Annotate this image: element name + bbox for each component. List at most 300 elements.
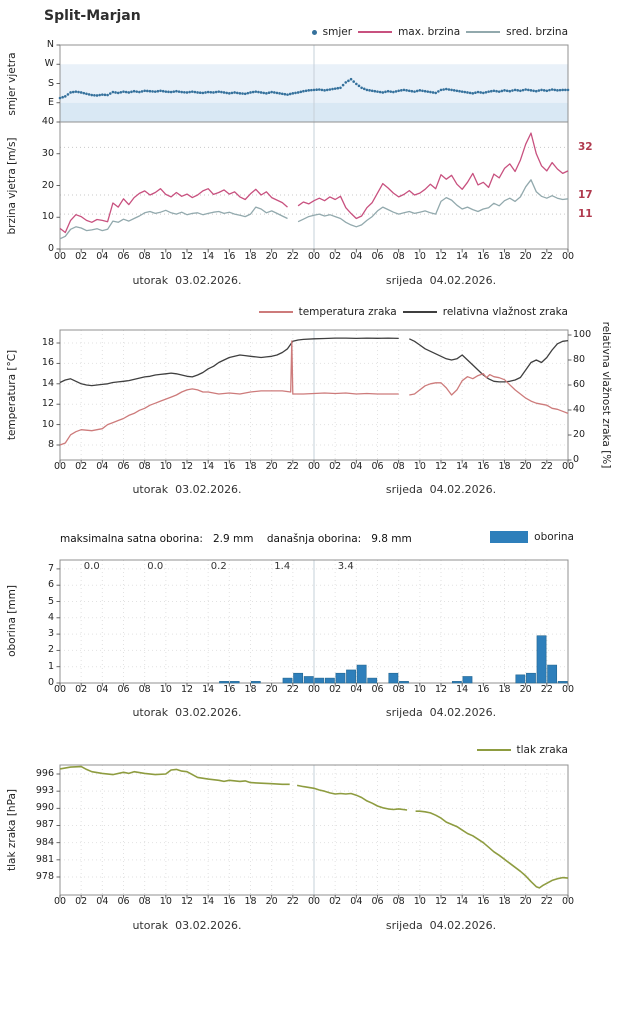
oborina-bar xyxy=(230,681,239,683)
hour-tick-label: 04 xyxy=(96,896,109,907)
hour-tick-label: 06 xyxy=(117,896,130,907)
hour-tick-label: 22 xyxy=(540,896,553,907)
hour-tick-label: 00 xyxy=(307,461,321,472)
hour-tick-label: 10 xyxy=(413,684,426,695)
precip-tick-label: 2 xyxy=(47,644,54,656)
hour-tick-label: 18 xyxy=(244,896,257,907)
hum-axis-title: relativna vlažnost zraka [%] xyxy=(600,321,612,469)
hour-tick-label: 14 xyxy=(202,896,215,907)
smjer-dot xyxy=(355,83,358,86)
smjer-dot xyxy=(268,91,271,94)
hour-tick-label: 00 xyxy=(561,461,575,472)
smjer-dot xyxy=(244,92,247,95)
smjer-dot xyxy=(104,94,107,97)
smjer-dot xyxy=(210,91,213,94)
smjer-dot xyxy=(490,90,493,93)
hour-tick-label: 16 xyxy=(223,461,236,472)
smjer-dot xyxy=(482,92,485,95)
smjer-dot xyxy=(265,92,268,95)
pressure-axis-title: tlak zraka [hPa] xyxy=(6,789,18,871)
hour-tick-label: 02 xyxy=(329,684,342,695)
smjer-dot xyxy=(323,89,326,92)
hum-tick-label: 40 xyxy=(573,404,586,415)
smjer-dot xyxy=(270,91,273,94)
smjer-dot xyxy=(170,91,173,94)
smjer-dot xyxy=(67,93,70,96)
hour-tick-label: 02 xyxy=(329,461,342,472)
smjer-dot xyxy=(120,91,123,94)
oborina-bar xyxy=(399,681,408,683)
smjer-dot xyxy=(294,92,297,95)
hour-tick-label: 20 xyxy=(265,896,278,907)
smjer-dot xyxy=(273,91,276,94)
smjer-dot xyxy=(159,89,162,92)
hour-tick-label: 18 xyxy=(244,461,257,472)
smjer-dot xyxy=(548,89,551,92)
smjer-dot xyxy=(424,90,427,93)
smjer-dot xyxy=(207,91,210,94)
precip-today-value: 9.8 mm xyxy=(371,533,412,545)
smjer-dot xyxy=(180,91,183,94)
smjer-dot xyxy=(133,90,136,93)
oborina-bar xyxy=(463,676,472,683)
smjer-dot xyxy=(112,91,115,94)
hour-tick-label: 00 xyxy=(307,684,321,695)
hour-tick-label: 12 xyxy=(434,461,448,472)
hour-tick-label: 00 xyxy=(53,684,67,695)
hour-tick-label: 06 xyxy=(117,251,130,262)
precip-tick-label: 6 xyxy=(47,579,54,591)
smjer-dot xyxy=(448,88,451,91)
smjer-dot xyxy=(194,91,197,94)
smjer-dot xyxy=(217,90,220,93)
dir-tick-label: N xyxy=(46,39,54,50)
hour-tick-label: 22 xyxy=(286,461,299,472)
smjer-dot xyxy=(178,90,181,93)
smjer-dot xyxy=(403,89,406,92)
smjer-dot xyxy=(384,91,387,94)
hour-tick-label: 20 xyxy=(265,684,278,695)
hum-tick-label: 60 xyxy=(573,379,586,390)
smjer-dot xyxy=(456,89,459,92)
hour-tick-label: 18 xyxy=(498,251,511,262)
smjer-dot xyxy=(233,91,236,94)
smjer-dot xyxy=(101,93,104,96)
precip-legend-label: oborina xyxy=(534,531,574,543)
smjer-dot xyxy=(313,89,316,92)
hour-tick-label: 22 xyxy=(286,684,299,695)
hour-tick-label: 00 xyxy=(307,251,321,262)
smjer-dot xyxy=(127,91,130,94)
smjer-dot xyxy=(59,97,62,100)
precip-tick-label: 3 xyxy=(47,628,54,640)
precip-stats xyxy=(60,533,412,545)
smjer-dot xyxy=(479,91,482,94)
smjer-dot xyxy=(469,92,472,95)
smjer-dot xyxy=(223,91,226,94)
smjer-dot xyxy=(236,92,239,95)
smjer-dot xyxy=(83,92,86,95)
smjer-dot xyxy=(535,90,538,93)
max-brzina-line-icon xyxy=(358,31,392,33)
smjer-dot xyxy=(239,92,242,95)
hour-tick-label: 10 xyxy=(413,461,426,472)
smjer-dot xyxy=(167,91,170,94)
dir-tick-label: S xyxy=(47,77,54,89)
smjer-dot xyxy=(228,92,231,95)
smjer-dot xyxy=(516,89,519,92)
smjer-dot xyxy=(143,89,146,92)
hour-tick-label: 08 xyxy=(138,461,151,472)
smjer-dot xyxy=(389,90,392,93)
smjer-dot xyxy=(334,87,337,90)
smjer-dot xyxy=(498,90,501,93)
hour-tick-label: 20 xyxy=(265,461,278,472)
wind-legend-smjer: smjer xyxy=(322,26,353,38)
pressure-tick-label: 984 xyxy=(35,836,54,848)
temp-tick-label: 12 xyxy=(41,398,54,410)
wind-legend-sred: sred. brzina xyxy=(506,26,568,38)
pressure-tick-label: 981 xyxy=(35,853,54,865)
smjer-dot xyxy=(215,91,218,94)
temp-tick-label: 18 xyxy=(41,337,54,348)
oborina-bar xyxy=(283,678,292,683)
oborina-bar xyxy=(548,665,557,683)
smjer-dot xyxy=(225,92,228,95)
smjer-dot xyxy=(286,93,289,96)
wind-legend-max: max. brzina xyxy=(398,26,461,38)
hour-tick-label: 10 xyxy=(159,684,172,695)
hour-tick-label: 04 xyxy=(96,684,109,695)
smjer-dot xyxy=(400,89,403,92)
smjer-dot xyxy=(437,90,440,93)
precip-tick-label: 1 xyxy=(47,660,54,672)
smjer-dot xyxy=(352,80,355,83)
smjer-dot xyxy=(434,92,437,95)
smjer-dot xyxy=(397,89,400,92)
smjer-dot xyxy=(220,91,223,94)
temp-legend xyxy=(259,306,568,318)
smjer-dot xyxy=(379,91,382,94)
smjer-dot xyxy=(117,92,120,95)
smjer-dot xyxy=(413,90,416,93)
smjer-dot xyxy=(122,90,125,93)
hum-tick-label: 0 xyxy=(573,454,580,465)
smjer-dot xyxy=(440,89,443,92)
hour-tick-label: 16 xyxy=(477,896,490,907)
smjer-dot xyxy=(411,90,414,93)
smjer-dot xyxy=(212,91,215,94)
smjer-dot xyxy=(501,90,504,93)
hour-tick-label: 14 xyxy=(202,251,215,262)
hour-tick-label: 12 xyxy=(434,684,448,695)
smjer-dot xyxy=(474,91,477,94)
smjer-dot xyxy=(276,92,279,95)
smjer-dot xyxy=(64,95,67,98)
smjer-dot xyxy=(344,81,347,84)
smjer-dot xyxy=(106,94,109,97)
date-label-day2: srijeda 04.02.2026. xyxy=(385,919,497,932)
smjer-dot xyxy=(315,88,318,91)
smjer-dot xyxy=(175,90,178,93)
smjer-dot xyxy=(524,88,527,91)
hour-tick-label: 00 xyxy=(561,896,575,907)
hour-tick-label: 06 xyxy=(371,461,384,472)
smjer-dot xyxy=(429,91,432,94)
dir-axis-title: smjer vjetra xyxy=(6,52,18,116)
date-label-day1: utorak 03.02.2026. xyxy=(132,919,242,932)
smjer-dot xyxy=(514,89,517,92)
wind-legend xyxy=(312,26,568,38)
smjer-dot xyxy=(493,89,496,92)
smjer-dot xyxy=(477,91,480,94)
pressure-tick-label: 987 xyxy=(35,819,54,831)
hour-tick-label: 14 xyxy=(456,896,469,907)
oborina-bar xyxy=(558,681,567,683)
smjer-dot xyxy=(331,88,334,91)
hour-tick-label: 00 xyxy=(53,251,67,262)
smjer-dot xyxy=(262,92,265,95)
smjer-dot xyxy=(519,89,522,92)
smjer-dot xyxy=(339,86,342,89)
oborina-bar xyxy=(389,673,398,683)
hour-tick-label: 02 xyxy=(329,896,342,907)
hour-tick-label: 10 xyxy=(413,251,426,262)
hour-tick-label: 04 xyxy=(350,461,363,472)
smjer-dot xyxy=(360,86,363,89)
smjer-dot xyxy=(453,89,456,92)
smjer-dot xyxy=(527,89,530,92)
smjer-dot xyxy=(204,91,207,94)
temp-legend-temp: temperatura zraka xyxy=(298,306,397,318)
smjer-dot xyxy=(487,90,490,93)
smjer-dot xyxy=(130,91,133,94)
hour-tick-label: 02 xyxy=(75,896,88,907)
hour-tick-label: 02 xyxy=(75,461,88,472)
smjer-dot xyxy=(297,91,300,94)
hour-tick-label: 20 xyxy=(519,461,532,472)
smjer-dot xyxy=(149,90,152,93)
smjer-dot xyxy=(247,92,250,95)
hour-tick-label: 10 xyxy=(159,461,172,472)
smjer-dot xyxy=(135,90,138,93)
hour-tick-label: 08 xyxy=(138,251,151,262)
smjer-dot xyxy=(366,89,369,92)
pressure-tick-label: 990 xyxy=(35,802,54,814)
wind-ref-label: 17 xyxy=(578,188,593,201)
hour-tick-label: 04 xyxy=(350,684,363,695)
smjer-dot xyxy=(196,91,199,94)
smjer-dot xyxy=(556,89,559,92)
smjer-dot xyxy=(305,89,308,92)
smjer-dot xyxy=(88,93,91,96)
smjer-dot xyxy=(347,80,350,83)
smjer-dot xyxy=(485,91,488,94)
smjer-dot xyxy=(395,90,398,93)
smjer-dot xyxy=(368,89,371,92)
smjer-dot xyxy=(252,91,255,94)
precip-tick-label: 0 xyxy=(47,677,54,688)
temp-legend-hum: relativna vlažnost zraka xyxy=(442,306,568,318)
date-label-day1: utorak 03.02.2026. xyxy=(132,706,242,719)
hour-tick-label: 22 xyxy=(286,896,299,907)
hour-tick-label: 14 xyxy=(456,251,469,262)
precip-axis-title: oborina [mm] xyxy=(6,585,18,657)
smjer-dot xyxy=(165,90,168,93)
smjer-dot xyxy=(506,89,509,92)
hour-tick-label: 04 xyxy=(350,251,363,262)
dir-tick-label: W xyxy=(44,58,54,70)
smjer-dot xyxy=(551,88,554,91)
date-label-day2: srijeda 04.02.2026. xyxy=(385,706,497,719)
temperatura-line-icon xyxy=(259,311,293,313)
smjer-dot xyxy=(432,91,435,94)
hour-tick-label: 02 xyxy=(329,251,342,262)
hour-tick-label: 22 xyxy=(540,684,553,695)
smjer-dot xyxy=(466,91,469,94)
hour-tick-label: 06 xyxy=(371,251,384,262)
smjer-dot xyxy=(154,90,157,93)
smjer-dot xyxy=(503,89,506,92)
wind-ref-label: 11 xyxy=(578,207,593,220)
pressure-tick-label: 996 xyxy=(35,768,54,779)
smjer-dot xyxy=(109,92,112,95)
hour-tick-label: 08 xyxy=(392,684,405,695)
hour-tick-label: 00 xyxy=(561,684,575,695)
hour-tick-label: 16 xyxy=(477,684,490,695)
speed-tick-label: 0 xyxy=(47,243,54,254)
oborina-bar xyxy=(526,673,535,683)
smjer-dot xyxy=(186,91,189,94)
hour-tick-label: 20 xyxy=(519,251,532,262)
speed-tick-label: 40 xyxy=(41,116,54,127)
smjer-dot xyxy=(342,84,345,87)
hour-tick-label: 08 xyxy=(392,896,405,907)
smjer-dot xyxy=(405,89,408,92)
hum-tick-label: 20 xyxy=(573,429,586,440)
smjer-dot xyxy=(191,90,194,93)
smjer-dot xyxy=(93,94,96,97)
hour-tick-label: 16 xyxy=(477,251,490,262)
smjer-dot xyxy=(292,92,295,95)
smjer-dot xyxy=(321,89,324,92)
smjer-dot xyxy=(564,89,567,92)
precip-annotation: 0.0 xyxy=(147,561,164,572)
smjer-dot xyxy=(416,90,419,93)
oborina-bar xyxy=(537,636,546,683)
hour-tick-label: 18 xyxy=(498,461,511,472)
oborina-bar xyxy=(336,673,345,683)
hour-tick-label: 10 xyxy=(159,251,172,262)
smjer-dot xyxy=(546,89,549,92)
date-label-day1: utorak 03.02.2026. xyxy=(132,483,242,496)
smjer-dot xyxy=(310,89,313,92)
smjer-dot xyxy=(284,93,287,96)
smjer-dot xyxy=(543,89,546,92)
oborina-bar xyxy=(315,678,324,683)
hour-tick-label: 08 xyxy=(392,251,405,262)
smjer-dot xyxy=(450,89,453,92)
pressure-tick-label: 993 xyxy=(35,785,54,797)
temp-axis-title: temperatura [°C] xyxy=(6,349,18,441)
hour-tick-label: 00 xyxy=(53,896,67,907)
hour-tick-label: 18 xyxy=(498,684,511,695)
date-label-day2: srijeda 04.02.2026. xyxy=(385,483,497,496)
smjer-dot xyxy=(188,91,191,94)
smjer-dot xyxy=(85,92,88,95)
smjer-dot xyxy=(278,92,281,95)
hour-tick-label: 14 xyxy=(456,684,469,695)
smjer-dot xyxy=(257,91,260,94)
tlak-line-icon xyxy=(477,749,511,751)
sred-brzina-line-icon xyxy=(466,31,500,33)
smjer-dot xyxy=(80,91,83,94)
smjer-dot xyxy=(231,92,234,95)
hour-tick-label: 12 xyxy=(180,684,194,695)
smjer-dot xyxy=(69,91,72,94)
hour-tick-label: 08 xyxy=(138,684,151,695)
hour-tick-label: 14 xyxy=(202,684,215,695)
smjer-dot xyxy=(471,92,474,95)
speed-tick-label: 20 xyxy=(41,179,54,191)
smjer-dot xyxy=(392,91,395,94)
hour-tick-label: 12 xyxy=(180,461,194,472)
smjer-dot xyxy=(162,90,165,93)
precip-max-label: maksimalna satna oborina: xyxy=(60,533,203,545)
hour-tick-label: 06 xyxy=(117,684,130,695)
hum-tick-label: 100 xyxy=(573,329,592,340)
smjer-dot xyxy=(421,89,424,92)
smjer-dot xyxy=(72,91,75,94)
smjer-dot xyxy=(508,90,511,93)
page-title: Split-Marjan xyxy=(44,8,141,24)
smjer-dot xyxy=(307,89,310,92)
oborina-bar xyxy=(294,673,303,683)
hour-tick-label: 14 xyxy=(456,461,469,472)
smjer-dot xyxy=(376,90,379,93)
smjer-dot xyxy=(540,89,543,92)
smjer-dot xyxy=(146,90,149,93)
hour-tick-label: 08 xyxy=(138,896,151,907)
smjer-dot xyxy=(561,89,564,92)
hour-tick-label: 16 xyxy=(223,684,236,695)
precip-annotation: 0.0 xyxy=(83,561,100,572)
smjer-dot xyxy=(61,96,64,99)
oborina-swatch-icon xyxy=(490,531,528,543)
hour-tick-label: 22 xyxy=(540,251,553,262)
hum-tick-label: 80 xyxy=(573,354,586,365)
smjer-dot xyxy=(199,91,202,94)
smjer-dot xyxy=(337,87,340,90)
smjer-dot xyxy=(419,89,422,92)
speed-tick-label: 10 xyxy=(41,211,54,223)
smjer-dot xyxy=(326,89,329,92)
smjer-dot xyxy=(408,89,411,92)
hour-tick-label: 18 xyxy=(244,684,257,695)
smjer-dot xyxy=(98,94,101,97)
precip-tick-label: 5 xyxy=(47,595,54,607)
hour-tick-label: 00 xyxy=(561,251,575,262)
oborina-bar xyxy=(304,676,313,683)
smjer-dot xyxy=(77,91,80,94)
smjer-dot xyxy=(75,90,78,93)
smjer-dot xyxy=(371,89,374,92)
hour-tick-label: 08 xyxy=(392,461,405,472)
hour-tick-label: 04 xyxy=(96,251,109,262)
speed-tick-label: 30 xyxy=(41,147,54,159)
oborina-bar xyxy=(516,675,525,683)
hour-tick-label: 22 xyxy=(540,461,553,472)
